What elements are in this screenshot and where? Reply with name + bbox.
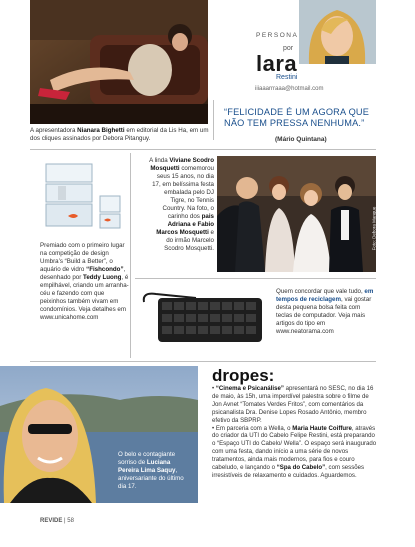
columnist-photo xyxy=(299,0,376,64)
quote-text: “FELICIDADE É UM AGORA QUE NÃO TEM PRESSA NENHUMA.” xyxy=(224,107,370,128)
fishcondo-caption: Premiado com o primeiro lugar na competição de design Umbra’s “Build a Better”, o aquário de vidro “Fishcondo”, desenhado por Teddy Luong, é empilhável, criando um arranha-céu e fazendo com que peixinhos também vivam em condomínios. Veja detalhes em www.unicahome.com xyxy=(40,242,129,321)
divider xyxy=(30,361,376,362)
column-surname: Restini xyxy=(276,74,298,81)
party-photo xyxy=(217,156,376,272)
footer xyxy=(40,518,74,524)
quote-author: (Mário Quintana) xyxy=(275,136,327,143)
dropes-title: dropes: xyxy=(212,366,275,385)
editorial-photo xyxy=(30,0,208,124)
footer-separator: | xyxy=(64,518,66,524)
divider xyxy=(135,278,376,279)
keyboard-bag-caption: Quem concordar que vale tudo, em tempos de reciclagem, vai gostar desta pequena bolsa feita com teclas de computador. Veja mais artigos do tipo em www.neatorama.com xyxy=(276,288,374,335)
divider xyxy=(130,153,131,358)
editorial-caption: A apresentadora Nianara Bighetti em editorial da Lis Ha, em um dos cliques assinados por Debora Pitanguy. xyxy=(30,127,209,142)
dropes-body: • “Cinema e Psicanálise” apresentará no SESC, no dia 16 de maio, às 15h, uma imperdível palestra sobre o filme de Jon Avnet “Tomates Verdes Fritos”, com comentários da psicanalista Dra. Denise Lopes Rosado Antônio, membro efetivo da SBPRP. • Em parceria com a Wella, o Maria Haute Coiffure, através do criador da UTI do Cabelo Felipe Restini, está preparando o “Espaço UTI do Cabelo/ Wella”. O espaço será inaugurado com uma festa, dando início a uma série de novos tratamentos, ainda mais modernos, para fios e couro cabeludo, e lançando o “Spa do Cabelo”, com sessões irresistíveis de relaxamento e cuidados. Aguardemos. xyxy=(212,385,377,479)
keyboard-bag-photo xyxy=(136,288,271,348)
column-kicker: PERSONA xyxy=(256,32,299,39)
page-number: 58 xyxy=(67,518,74,524)
luciana-caption: O belo e contagiante sorriso de Luciana Pereira Lima Saquy, aniversariante do último dia 17. xyxy=(118,451,184,490)
divider xyxy=(213,100,214,140)
divider xyxy=(30,149,376,150)
party-caption: A linda Viviane Scodro Mosquetti comemorou seus 15 anos, no dia 17, em belíssima festa embalada pelo DJ Tigre, no Tennis Country. Na foto, o carinho dos pais Adriana e Fabio Marcos Mosquetti e do irmão Marcelo Scodro Mosquetti. xyxy=(149,157,214,252)
column-name: lara xyxy=(256,51,298,76)
fishcondo-photo xyxy=(40,156,128,238)
column-email[interactable]: iiiaaarrraaa@hotmail.com xyxy=(255,86,324,92)
column-by: por xyxy=(283,45,294,52)
footer-brand: REVIDE xyxy=(40,518,63,524)
photo-credit: Foto: Debora Mangue xyxy=(371,206,377,251)
